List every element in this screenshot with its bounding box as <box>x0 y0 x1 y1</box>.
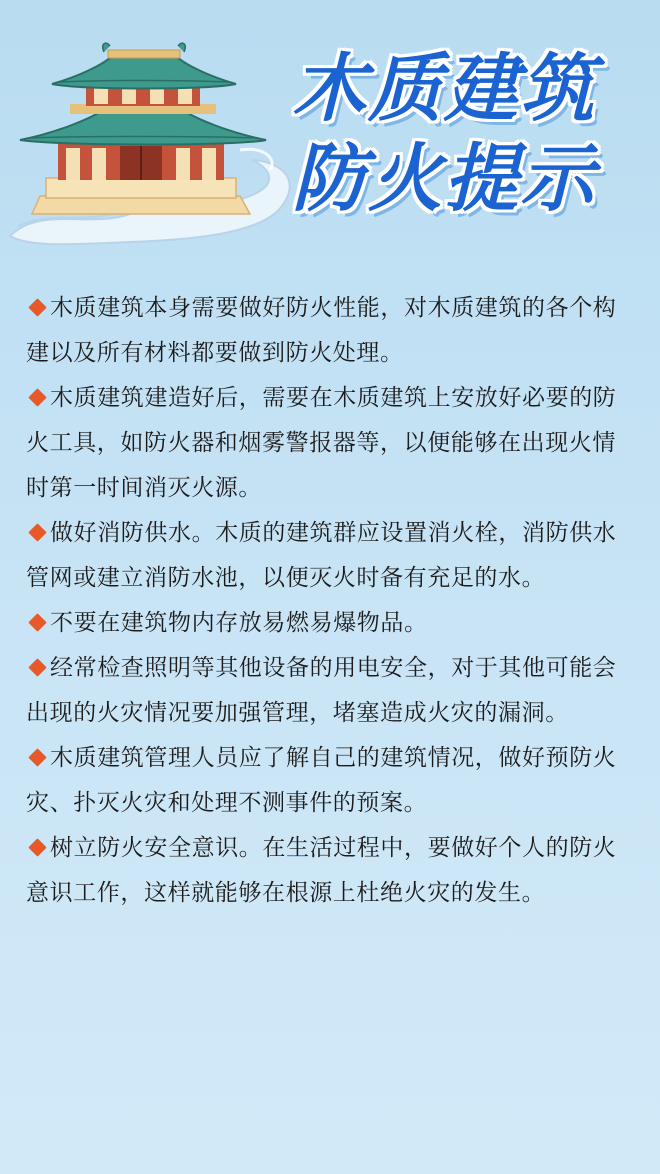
orange-diamond-icon <box>29 389 46 406</box>
tips-list <box>26 286 638 916</box>
tip-text: 经常检查照明等其他设备的用电安全，对于其他可能会出现的火灾情况要加强管理，堵塞造成火灾的漏洞。 <box>26 655 617 726</box>
tip-item <box>26 376 638 511</box>
orange-diamond-icon <box>29 839 46 856</box>
tip-text: 木质建筑管理人员应了解自己的建筑情况，做好预防火灾、扑灭火灾和处理不测事件的预案。 <box>26 745 617 816</box>
tip-text: 不要在建筑物内存放易燃易爆物品。 <box>50 610 428 636</box>
tip-item <box>26 826 638 916</box>
orange-diamond-icon <box>29 524 46 541</box>
orange-diamond-icon <box>29 299 46 316</box>
orange-diamond-icon <box>29 659 46 676</box>
tip-text: 木质建筑本身需要做好防火性能，对木质建筑的各个构建以及所有材料都要做到防火处理。 <box>26 295 617 366</box>
tip-item <box>26 286 638 376</box>
tip-text: 树立防火安全意识。在生活过程中，要做好个人的防火意识工作，这样就能够在根源上杜绝火灾的发生。 <box>26 835 617 906</box>
orange-diamond-icon <box>29 749 46 766</box>
tip-item <box>26 646 638 736</box>
tip-item <box>26 511 638 601</box>
tip-text: 木质建筑建造好后，需要在木质建筑上安放好必要的防火工具，如防火器和烟雾警报器等，以便能够在出现火情时第一时间消灭火源。 <box>26 385 617 501</box>
tip-item <box>26 736 638 826</box>
tip-item <box>26 601 638 646</box>
tip-text: 做好消防供水。木质的建筑群应设置消火栓，消防供水管网或建立消防水池，以便灭火时备有充足的水。 <box>26 520 617 591</box>
title-line-2: 防火提示 <box>292 136 596 222</box>
orange-diamond-icon <box>29 614 46 631</box>
title-line-1: 木质建筑 <box>292 46 596 132</box>
chinese-pavilion-icon <box>0 0 300 260</box>
